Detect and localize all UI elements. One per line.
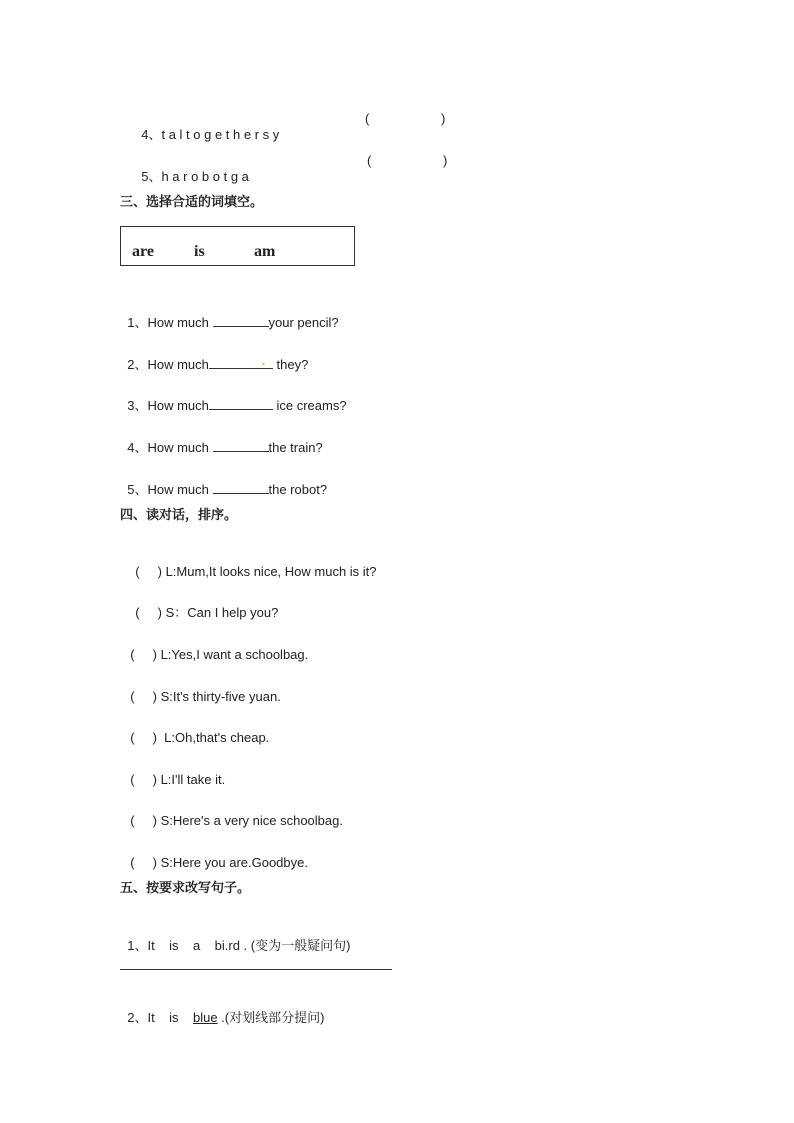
- item-number: 1、: [127, 315, 148, 330]
- word-bank-word: is: [194, 243, 205, 260]
- word-bank-word: am: [254, 243, 276, 260]
- fill-item-1: [120, 298, 339, 331]
- answer-blank[interactable]: [213, 314, 269, 327]
- dialogue-text: S：Can I help you?: [161, 605, 279, 620]
- item-number: 2、: [127, 357, 148, 372]
- section-heading-3: 三、选择合适的词填空。: [120, 194, 264, 209]
- question-before: How much: [147, 440, 213, 455]
- question-after: the train?: [268, 440, 323, 455]
- dialogue-line: [123, 756, 225, 788]
- question-after: your pencil?: [268, 315, 339, 330]
- section-heading-5: 五、按要求改写句子。: [120, 880, 251, 895]
- dialogue-text: L:I'll take it.: [156, 772, 226, 787]
- answer-blank[interactable]: [213, 439, 269, 452]
- item-number: 2、: [127, 1010, 148, 1025]
- unscramble-item-5: [134, 153, 249, 185]
- ink-mark: .: [261, 354, 266, 368]
- order-paren[interactable]: ( ): [130, 689, 157, 704]
- answer-paren-open: (: [367, 153, 372, 168]
- item-number: 1、: [127, 938, 148, 953]
- dialogue-line: [128, 589, 278, 621]
- fill-item-5: [120, 465, 327, 498]
- order-paren[interactable]: ( ): [135, 605, 162, 620]
- scrambled-letters: t a l t o g e t h e r s y: [161, 127, 280, 142]
- answer-paren-close: ): [441, 111, 446, 126]
- rewrite-sentence-end: .(对划线部分提问): [217, 1010, 325, 1025]
- fill-item-3: [120, 381, 347, 414]
- dialogue-text: L:Mum,It looks nice, How much is it?: [161, 564, 377, 579]
- section-heading-4: 四、读对话，排序。: [120, 507, 238, 522]
- question-before: How much: [147, 357, 209, 372]
- dialogue-line: [123, 797, 343, 829]
- item-number: 4、: [141, 127, 162, 142]
- order-paren[interactable]: ( ): [130, 772, 157, 787]
- answer-line[interactable]: [120, 969, 392, 970]
- question-before: How much: [147, 482, 213, 497]
- answer-paren-close: ): [443, 153, 448, 168]
- dialogue-line: [123, 631, 308, 663]
- item-number: 3、: [127, 398, 148, 413]
- item-number: 5、: [141, 169, 162, 184]
- order-paren[interactable]: ( ): [130, 730, 157, 745]
- fill-item-4: [120, 423, 323, 456]
- rewrite-sentence: It is a bi.rd . (变为一般疑问句): [147, 938, 351, 953]
- dialogue-text: S:Here you are.Goodbye.: [156, 855, 308, 870]
- fill-item-2: [120, 340, 308, 373]
- answer-blank[interactable]: [209, 356, 273, 369]
- dialogue-line: [123, 673, 281, 705]
- question-after: ice creams?: [272, 398, 347, 413]
- question-before: How much: [147, 315, 213, 330]
- question-after: the robot?: [268, 482, 328, 497]
- rewrite-item-1: [120, 922, 350, 954]
- word-bank-box: [120, 226, 355, 266]
- dialogue-line: [128, 548, 377, 580]
- item-number: 4、: [127, 440, 148, 455]
- order-paren[interactable]: ( ): [130, 855, 157, 870]
- underlined-word: blue: [192, 1010, 218, 1025]
- dialogue-text: L:Yes,I want a schoolbag.: [156, 647, 309, 662]
- answer-paren-open: (: [365, 111, 370, 126]
- dialogue-text: L:Oh,that's cheap.: [156, 730, 270, 745]
- order-paren[interactable]: ( ): [130, 813, 157, 828]
- dialogue-line: [123, 839, 308, 871]
- item-number: 5、: [127, 482, 148, 497]
- answer-blank[interactable]: [209, 397, 273, 410]
- rewrite-item-2: [120, 994, 324, 1026]
- dialogue-text: S:It's thirty-five yuan.: [156, 689, 281, 704]
- answer-blank[interactable]: [213, 481, 269, 494]
- order-paren[interactable]: ( ): [130, 647, 157, 662]
- question-before: How much: [147, 398, 209, 413]
- order-paren[interactable]: ( ): [135, 564, 162, 579]
- rewrite-sentence-start: It is: [147, 1010, 193, 1025]
- unscramble-item-4: [134, 111, 279, 143]
- scrambled-letters: h a r o b o t g a: [161, 169, 249, 184]
- dialogue-line: [123, 714, 269, 746]
- word-bank-word: are: [132, 243, 154, 260]
- dialogue-text: S:Here's a very nice schoolbag.: [156, 813, 343, 828]
- question-after: they?: [272, 357, 309, 372]
